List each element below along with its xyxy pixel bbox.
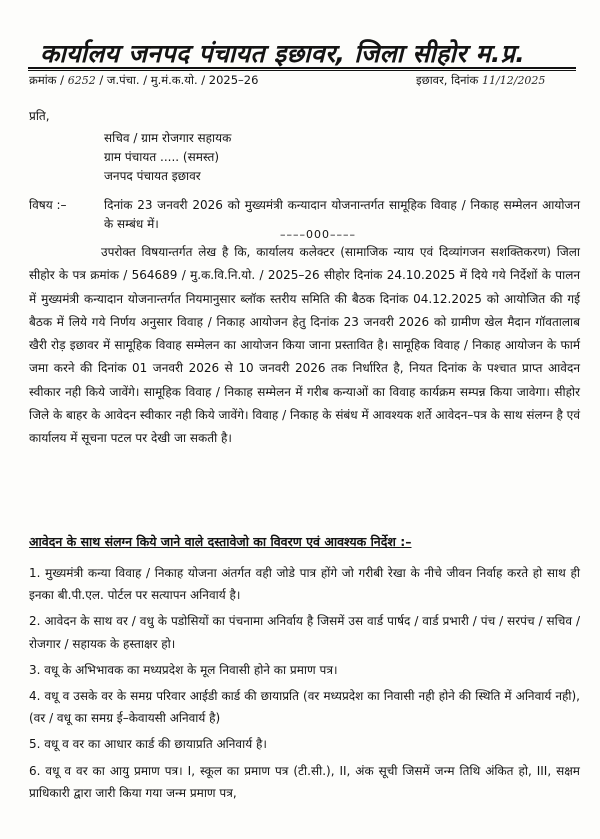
reference-suffix: / ज.पंचा. / मु.मं.क.यो. / 2025–26 <box>99 73 259 87</box>
header-rule <box>28 67 576 69</box>
to-label: प्रति, <box>29 109 50 123</box>
reference-line <box>29 73 258 88</box>
address-line-3: जनपद पंचायत इछावर <box>104 169 201 183</box>
instruction-item-2: 2. आवेदन के साथ वर / वधु के पडोसियों का पंचनामा अनिर्वाय है जिसमें उस वार्ड पार्षद / वार्ड प्रभारी / पंच / सरपंच / सचिव / रोजगार / सहायक के हस्ताक्षर हो। <box>29 614 580 651</box>
subject-text: दिनांक 23 जनवरी 2026 को मुख्यमंत्री कन्यादान योजनान्तर्गत सामूहिक विवाह / निकाह सम्मेलन आयोजन के सम्बंध में। <box>104 198 580 231</box>
handwritten-date: 11/12/2025 <box>482 74 546 87</box>
place-date-label: इछावर, दिनांक <box>416 73 479 87</box>
reference-prefix: क्रमांक / <box>29 73 65 87</box>
office-title: कार्यालय जनपद पंचायत इछावर, जिला सीहोर म.प्र. <box>40 39 525 68</box>
instruction-item-6: 6. वधू व वर का आयु प्रमाण पत्र। I, स्कूल का प्रमाण पत्र (टी.सी.), II, अंक सूची जिसमें जन्म तिथि अंकित हो, III, सक्षम प्राधिकारी द्वारा जारी किया गया जन्म प्रमाण पत्र, <box>29 763 580 800</box>
instruction-item-4: 4. वधू व उसके वर के समग्र परिवार आईडी कार्ड की छायाप्रति (वर मध्यप्रदेश का निवासी नही होने की स्थिति में अनिवार्य नही), (वर / वधू का समग्र ई–केवायसी अनिवार्य है) <box>29 689 580 726</box>
section-heading: आवेदन के साथ संलग्न किये जाने वाले दस्तावेजो का विवरण एवं आवश्यक निर्देश :– <box>29 534 412 549</box>
instruction-item-5: 5. वधू व वर का आधार कार्ड की छायाप्रति अनिवार्य है। <box>29 737 267 752</box>
place-date-line <box>416 73 545 88</box>
subject-divider: ––––000–––– <box>280 228 356 241</box>
address-line-1: सचिव / ग्राम रोजगार सहायक <box>104 131 232 145</box>
handwritten-reference-number: 6252 <box>67 74 96 87</box>
body-paragraph: उपरोक्त विषयान्तर्गत लेख है कि, कार्यालय कलेक्टर (सामाजिक न्याय एवं दिव्यांगजन सशक्तिकरण) जिला सीहोर के पत्र क्रमांक / 564689 / मु.क.वि.नि.यो. / 2025–26 सीहोर दिनांक 24.10.2025 में दिये गये निर्देशों के पालन में मुख्यमंत्री कन्यादान योजनान्तर्गत नियमानुसार ब्लॉक स्तरीय समिति की बैठक दिनांक 04.12.2025 को आयोजित की गई बैठक में लिये गये निर्णय अनुसार विवाह / निकाह आयोजन हेतु दिनांक 23 जनवरी 2026 को ग्रामीण खेल मैदान गॉवतालाब खैरी रोड़ इछावर में सामूहिक विवाह सम्मेलन का आयोजन किया जाना प्रस्तावित है। सामूहिक विवाह / निकाह आयोजन के फार्म जमा करने की दिनांक 01 जनवरी 2026 से 10 जनवरी 2026 तक निर्धारित है, नियत दिनांक के पश्चात प्राप्त आवेदन स्वीकार नही किये जावेंगे। सामूहिक विवाह / निकाह सम्मेलन में गरीब कन्याओं का विवाह कार्यक्रम सम्पन्न किया जावेगा। सीहोर जिले के बाहर के आवेदन स्वीकार नही किये जावेंगे। विवाह / निकाह के संबंध में आवश्यक शर्ते आवेदन–पत्र के साथ संलग्न है एवं कार्यालय में सूचना पटल पर देखी जा सकती है। <box>29 245 580 446</box>
address-line-2: ग्राम पंचायत ..... (समस्त) <box>104 150 220 164</box>
instruction-list <box>29 562 580 808</box>
subject-label: विषय :– <box>29 198 67 212</box>
header-rule-secondary <box>28 70 576 71</box>
instruction-item-1: 1. मुख्यमंत्री कन्या विवाह / निकाह योजना अंतर्गत वही जोडे पात्र होंगे जो गरीबी रेखा के नीचे जीवन निर्वाह करते हो साथ ही इनका बी.पी.एल. पोर्टल पर सत्यापन अनिवार्य है। <box>29 566 580 603</box>
instruction-item-3: 3. वधू के अभिभावक का मध्यप्रदेश के मूल निवासी होने का प्रमाण पत्र। <box>29 662 338 677</box>
